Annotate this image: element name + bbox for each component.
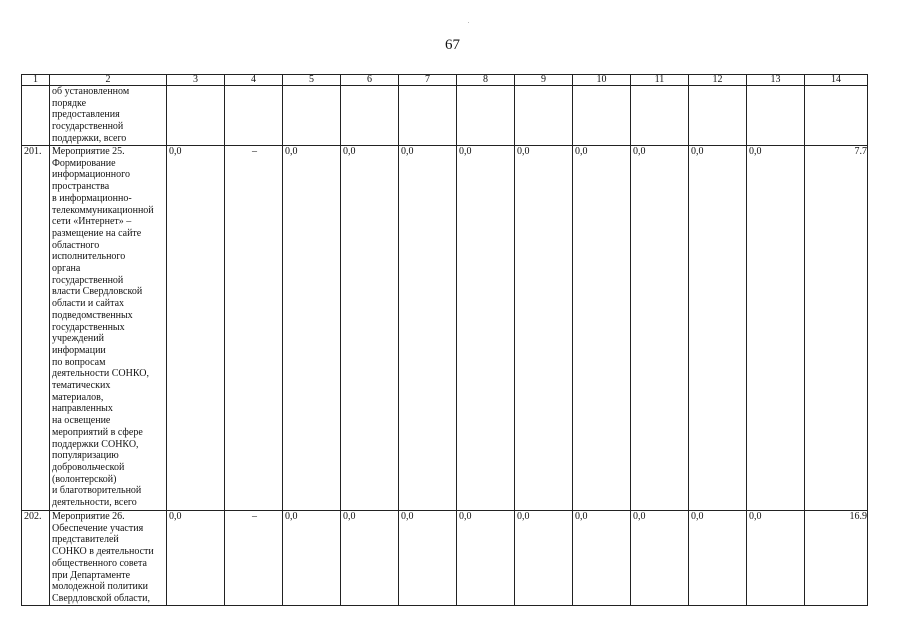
description-line: на освещение <box>52 415 111 427</box>
description-line: порядке <box>52 97 87 109</box>
description-line: деятельности СОНКО, <box>52 368 150 380</box>
value-cell <box>167 86 225 146</box>
description-line: предоставления <box>52 109 120 121</box>
description-line: при Департаменте <box>52 569 131 581</box>
header-cell: 8 <box>457 75 515 86</box>
value-cell: 0,0 <box>283 146 341 511</box>
description-line: государственных <box>52 321 125 333</box>
row-description <box>50 511 167 606</box>
value-cell <box>573 86 631 146</box>
description-line: СОНКО в деятельности <box>52 546 154 558</box>
table-row <box>22 146 868 511</box>
value-cell: 0,0 <box>283 511 341 606</box>
value-cell: 0,0 <box>515 511 573 606</box>
header-cell: 7 <box>399 75 457 86</box>
description-line: (волонтерской) <box>52 473 117 485</box>
description-line: учреждений <box>52 333 104 345</box>
value-cell: 0,0 <box>457 511 515 606</box>
description-line: тематических <box>52 380 111 392</box>
value-cell: 0,0 <box>341 146 399 511</box>
value-cell: 16.9 <box>805 511 868 606</box>
description-line: исполнительного <box>52 251 126 263</box>
header-cell: 10 <box>573 75 631 86</box>
description-line: мероприятий в сфере <box>52 426 143 438</box>
description-line: государственной <box>52 121 124 133</box>
row-description <box>50 86 167 146</box>
header-cell: 1 <box>22 75 50 86</box>
header-row <box>22 75 868 86</box>
row-description <box>50 146 167 511</box>
row-number <box>22 86 50 146</box>
description-line: в информационно- <box>52 192 132 204</box>
header-cell: 14 <box>805 75 868 86</box>
description-line: размещение на сайте <box>52 227 142 239</box>
value-cell: 0,0 <box>167 511 225 606</box>
description-line: материалов, <box>52 391 104 403</box>
value-cell <box>689 86 747 146</box>
description-line: популяризацию <box>52 450 119 462</box>
value-cell: 0,0 <box>747 146 805 511</box>
description-line: об установленном <box>52 86 130 97</box>
description-line: областного <box>52 239 100 251</box>
description-line: пространства <box>52 181 110 193</box>
value-cell <box>515 86 573 146</box>
description-line: поддержки СОНКО, <box>52 438 139 450</box>
table-row <box>22 511 868 606</box>
description-line: общественного совета <box>52 557 147 569</box>
description-line: представителей <box>52 534 119 546</box>
header-cell: 9 <box>515 75 573 86</box>
value-cell: 0,0 <box>573 146 631 511</box>
value-cell: 0,0 <box>689 146 747 511</box>
description-line: телекоммуникационной <box>52 204 154 216</box>
header-cell: 2 <box>50 75 167 86</box>
value-cell: – <box>225 146 283 511</box>
value-cell <box>341 86 399 146</box>
header-cell: 13 <box>747 75 805 86</box>
value-cell: 0,0 <box>689 511 747 606</box>
value-cell <box>225 86 283 146</box>
description-line: сети «Интернет» – <box>52 216 132 228</box>
description-line: Формирование <box>52 157 116 169</box>
description-line: области и сайтах <box>52 298 125 310</box>
value-cell: 0,0 <box>399 511 457 606</box>
description-line: и благотворительной <box>52 485 142 497</box>
value-cell: 0,0 <box>399 146 457 511</box>
description-line: Мероприятие 25. <box>52 146 125 157</box>
value-cell <box>631 86 689 146</box>
value-cell <box>747 86 805 146</box>
header-cell: 3 <box>167 75 225 86</box>
value-cell <box>805 86 868 146</box>
description-line: информационного <box>52 169 130 181</box>
description-line: государственной <box>52 274 124 286</box>
value-cell: 0,0 <box>573 511 631 606</box>
value-cell <box>283 86 341 146</box>
header-cell: 12 <box>689 75 747 86</box>
row-number: 202. <box>22 511 50 606</box>
description-line: подведомственных <box>52 309 133 321</box>
value-cell: 0,0 <box>341 511 399 606</box>
description-line: органа <box>52 263 81 275</box>
description-line: по вопросам <box>52 356 106 368</box>
description-line: Обеспечение участия <box>52 522 144 534</box>
description-line: направленных <box>52 403 113 415</box>
value-cell: 0,0 <box>515 146 573 511</box>
header-cell: 11 <box>631 75 689 86</box>
table-row <box>22 86 868 146</box>
value-cell: 0,0 <box>631 146 689 511</box>
value-cell: 0,0 <box>747 511 805 606</box>
data-table <box>21 74 868 606</box>
description-line: Мероприятие 26. <box>52 511 125 522</box>
value-cell: – <box>225 511 283 606</box>
description-line: Свердловской области, <box>52 592 150 604</box>
page-number: 67 <box>445 37 460 53</box>
header-cell: 6 <box>341 75 399 86</box>
value-cell <box>399 86 457 146</box>
value-cell <box>457 86 515 146</box>
description-line: деятельности, всего <box>52 497 137 509</box>
description-line: добровольческой <box>52 461 125 473</box>
value-cell: 0,0 <box>167 146 225 511</box>
description-line: поддержки, всего <box>52 132 127 144</box>
value-cell: 0,0 <box>457 146 515 511</box>
description-line: власти Свердловской <box>52 286 143 298</box>
header-cell: 4 <box>225 75 283 86</box>
description-line: молодежной политики <box>52 581 149 593</box>
header-cell: 5 <box>283 75 341 86</box>
row-number: 201. <box>22 146 50 511</box>
scan-speck <box>468 22 469 23</box>
description-line: информации <box>52 344 106 356</box>
value-cell: 7.7 <box>805 146 868 511</box>
value-cell: 0,0 <box>631 511 689 606</box>
